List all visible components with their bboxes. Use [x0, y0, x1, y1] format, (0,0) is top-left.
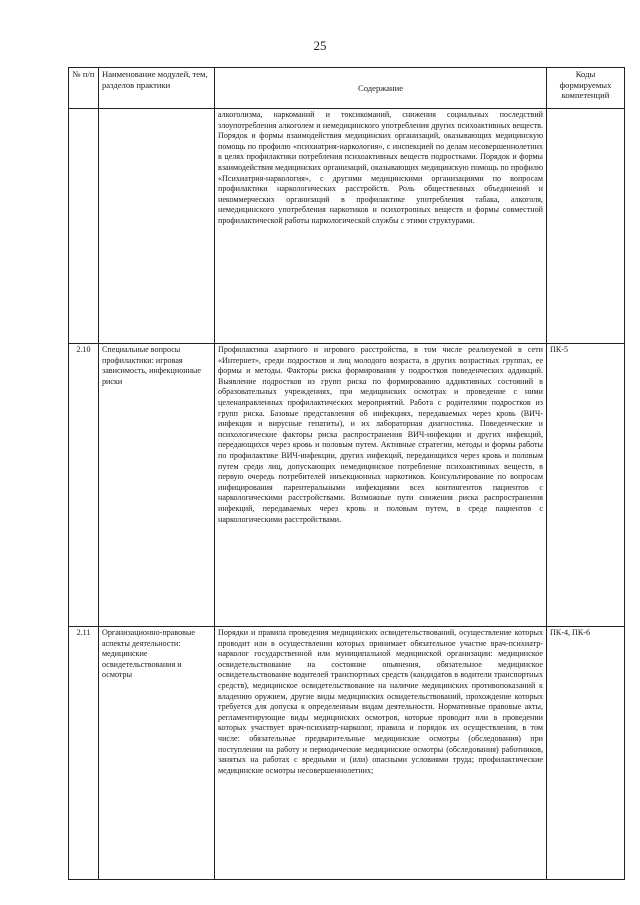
header-content: Содержание — [215, 68, 547, 109]
row-content: Порядки и правила проведения медицинских освидетельствований, осуществление которых проводит или в осуществлении которых принимает обязательное участие врач-психиатр-нарколог государственной или муниципальной медицинской организации: медицинское освидетельствование на состояние опьянения, обязательное медицинское освидетельствование водителей транспортных средств (кандидатов в водители транспортных средств), медицинское освидетельствование на наличие медицинских противопоказаний к владению оружием, другие виды медицинских освидетельствований, прохождение которых требуется для допуска к определенным видам деятельности. Нормативные правовые акты, регламентирующие виды медицинских осмотров, которые проводит или в проведении которых участвует врач-психиатр-нарколог, правила и порядок их осуществления, в том числе: обязательные предварительные медицинские осмотры (обследования) при поступлении на работу и периодические медицинские осмотры (обследования) работников, занятых на работах с вредными и (или) опасными условиями труда; профилактические медицинские осмотры несовершеннолетних; — [215, 627, 547, 880]
page-number: 25 — [313, 38, 327, 53]
header-module-name: Наименование модулей, тем, разделов практики — [99, 68, 215, 109]
row-number: 2.10 — [69, 344, 99, 627]
row-module-name — [99, 109, 215, 344]
row-competence-codes: ПК-4, ПК-6 — [547, 627, 625, 880]
table-row — [69, 109, 625, 344]
header-number: № п/п — [69, 68, 99, 109]
row-content: Профилактика азартного и игрового расстройства, в том числе реализуемой в сети «Интернет», среди подростков и лиц молодого возраста, в других возрастных группах, ее формы и методы. Факторы риска формирования у подростков поведенческих аддикций. Выявление подростков из групп риска по формированию аддиктивных состояний в образовательных учреждениях, при медицинских осмотрах и проведение с ними целенаправленных профилактических мероприятий. Работа с родителями подростков из групп риска. Базовые представления об инфекциях, передаваемых через кровь (ВИЧ-инфекция и вирусные гепатиты), и их лабораторная диагностика. Поведенческие и психологические факторы риска распространения ВИЧ-инфекции и других инфекций, передающихся через кровь и половым путем. Активные стратегии, методы и формы работы по профилактике ВИЧ-инфекции, других инфекций, передающихся через кровь и половым путем среди лиц, допускающих немедицинское потребление психоактивных веществ, в первую очередь потребителей инъекционных наркотиков. Консультирование по вопросам инфицирования парентеральными инфекциями всех контингентов пациентов с наркологическими расстройствами. Возможные пути снижения риска распространения инфекций, передаваемых через кровь и половым путем, в среде пациентов с наркологическими расстройствами. — [215, 344, 547, 627]
table-row — [69, 344, 625, 627]
row-content: алкоголизма, наркоманий и токсикоманий, снижения социальных последствий злоупотребления алкоголем и немедицинского употребления других психоактивных веществ. Порядок и формы взаимодействия медицинских организаций, оказывающих медицинскую помощь по профилю «психиатрия-наркология», с инспекцией по делам несовершеннолетних в целях профилактики потребления психоактивных веществ подростками. Порядок и формы взаимодействия медицинских организаций, оказывающих медицинскую помощь по профилю «Психиатрия-наркология», с другими медицинскими организациями по вопросам профилактики наркологических расстройств. Роль общественных объединений и некоммерческих организаций в профилактике употребления табака, алкоголя, немедицинского употребления наркотиков и психотропных веществ и формы совместной профилактической работы наркологической службы с этими структурами. — [215, 109, 547, 344]
row-number: 2.11 — [69, 627, 99, 880]
row-number — [69, 109, 99, 344]
row-competence-codes — [547, 109, 625, 344]
header-competence-codes: Коды формируемых компетенций — [547, 68, 625, 109]
row-module-name: Специальные вопросы профилактики: игровая зависимость, инфекционные риски — [99, 344, 215, 627]
curriculum-table — [68, 67, 625, 880]
table-row — [69, 627, 625, 880]
row-competence-codes: ПК-5 — [547, 344, 625, 627]
row-module-name: Организационно-правовые аспекты деятельности: медицинские освидетельствования и осмотры — [99, 627, 215, 880]
table-header-row — [69, 68, 625, 109]
